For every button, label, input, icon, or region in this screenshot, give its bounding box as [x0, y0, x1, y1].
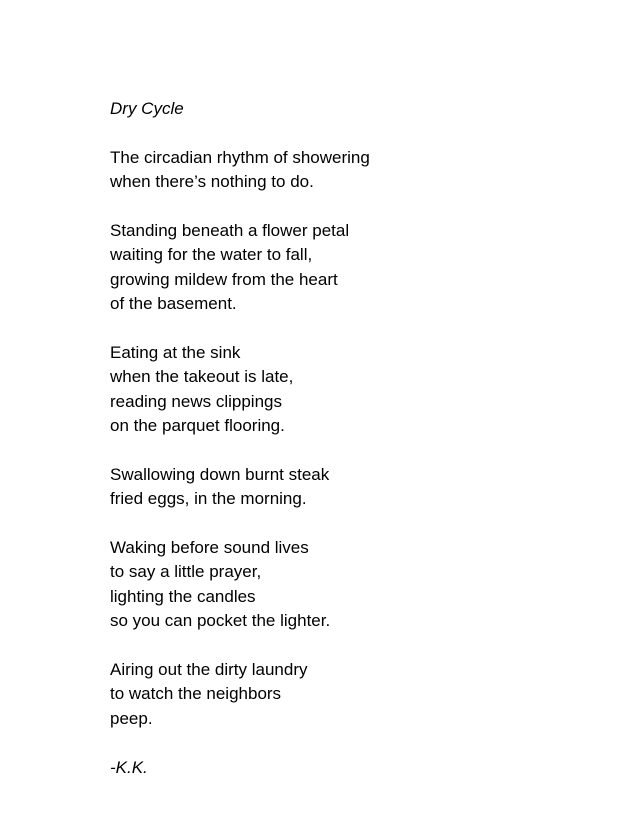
poem-title: Dry Cycle — [110, 99, 184, 118]
poem-line: of the basement. — [110, 294, 237, 314]
poem-line: reading news clippings — [110, 391, 282, 411]
poem-line: Standing beneath a flower petal — [110, 220, 350, 240]
poem-line: Airing out the dirty laundry — [110, 659, 308, 679]
poem-line: Waking before sound lives — [110, 538, 309, 558]
poem-line: fried eggs, in the morning. — [110, 489, 307, 509]
poem-line: The circadian rhythm of showering — [110, 147, 370, 167]
stanza-6 — [110, 658, 370, 731]
stanza-1 — [110, 146, 370, 195]
poem-line: lighting the candles — [110, 586, 256, 606]
poem-line: on the parquet flooring. — [110, 416, 285, 436]
stanza-2 — [110, 219, 370, 317]
poem-line: Eating at the sink — [110, 342, 241, 362]
poem-line: peep. — [110, 708, 153, 728]
poem-line: Swallowing down burnt steak — [110, 464, 330, 484]
stanza-3 — [110, 341, 370, 439]
stanza-4 — [110, 463, 370, 512]
poem-line: when the takeout is late, — [110, 367, 294, 387]
poem-line: when there’s nothing to do. — [110, 172, 314, 192]
poem-signature: -K.K. — [110, 757, 148, 777]
poem-line: to say a little prayer, — [110, 562, 262, 582]
poem-line: growing mildew from the heart — [110, 269, 338, 289]
stanza-5 — [110, 536, 370, 634]
poem-line: waiting for the water to fall, — [110, 245, 313, 265]
poem — [110, 97, 370, 780]
poem-line: so you can pocket the lighter. — [110, 611, 331, 631]
poem-line: to watch the neighbors — [110, 684, 282, 704]
